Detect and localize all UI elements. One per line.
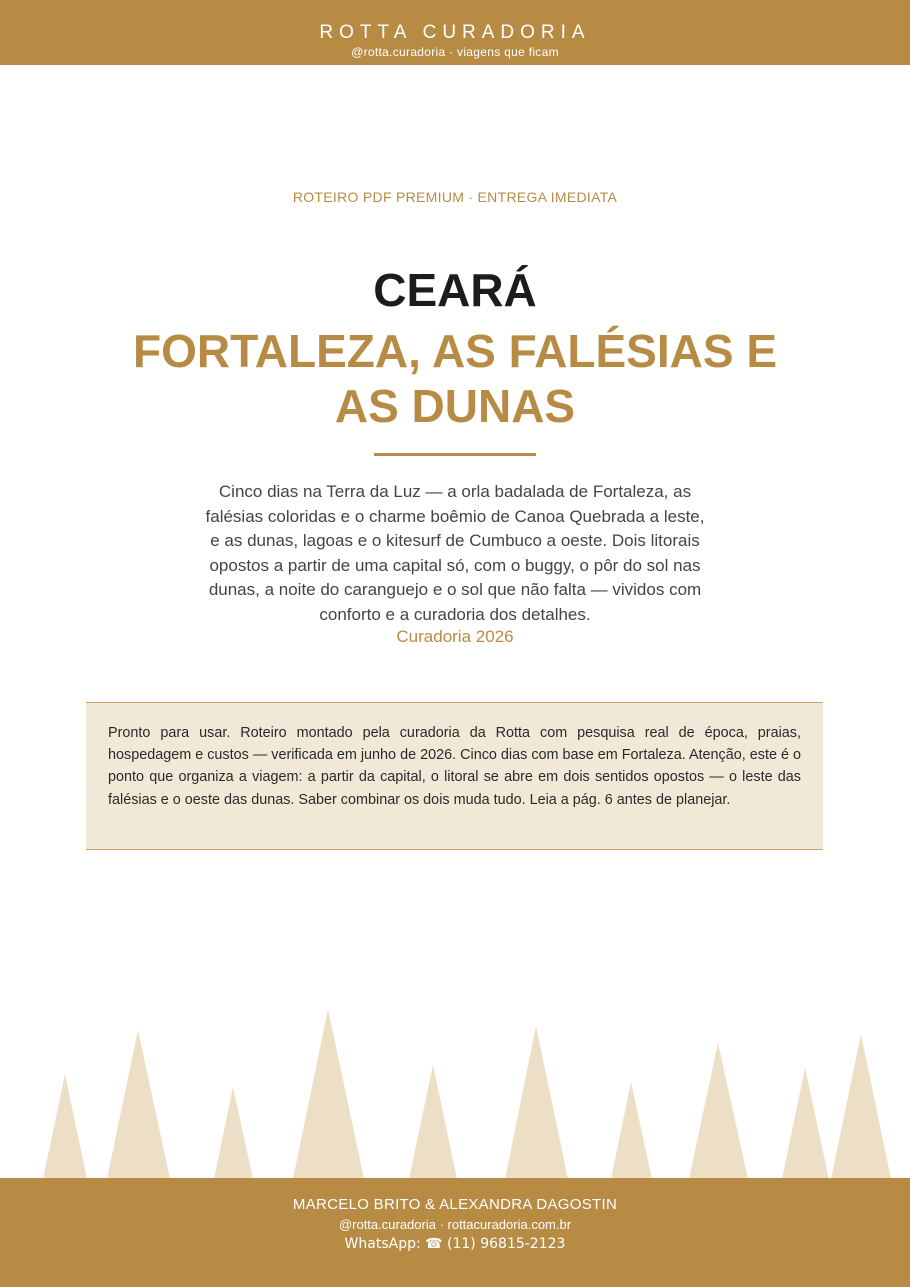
dunes-illustration bbox=[0, 1000, 910, 1179]
dune-shape bbox=[107, 1030, 170, 1179]
footer-whatsapp: WhatsApp: ☎ (11) 96815-2123 bbox=[344, 1236, 566, 1252]
footer-links: @rotta.curadoria · rottacuradoria.com.br bbox=[338, 1217, 572, 1232]
dune-shape bbox=[689, 1043, 748, 1179]
dune-shape bbox=[409, 1065, 457, 1179]
notice-box bbox=[86, 702, 823, 850]
curation-year: Curadoria 2026 bbox=[396, 627, 514, 646]
dune-shape bbox=[831, 1034, 891, 1179]
title-divider bbox=[374, 453, 536, 456]
cover-kicker: ROTEIRO PDF PREMIUM · ENTREGA IMEDIATA bbox=[292, 189, 618, 205]
dune-shape bbox=[505, 1026, 568, 1179]
dune-shape bbox=[293, 1009, 364, 1179]
cover-lead: Cinco dias na Terra da Luz — a orla badalada de Fortaleza, as falésias coloridas e o charme boêmio de Canoa Quebrada a leste, e as dunas, lagoas e o kitesurf de Cumbuco a oeste. Dois litorais opostos a partir de uma capital só, com o buggy, o pôr do sol nas dunas, a noite do caranguejo e o sol que não falta — vividos com conforto e a curadoria dos detalhes. bbox=[205, 482, 705, 624]
cover-subtitle: FORTALEZA, AS FALÉSIAS E AS DUNAS bbox=[132, 325, 778, 432]
footer bbox=[0, 1178, 910, 1287]
brand-subtitle: @rotta.curadoria · viagens que ficam bbox=[351, 45, 559, 59]
dune-shape bbox=[214, 1087, 253, 1179]
dune-shape bbox=[43, 1074, 87, 1179]
notice-text: Pronto para usar. Roteiro montado pela curadoria da Rotta com pesquisa real de época, praias, hospedagem e custos — verificada em junho de 2026. Cinco dias com base em Fortaleza. Atenção, este é o ponto que organiza a viagem: a partir da capital, o litoral se abre em dois sentidos opostos — o leste das falésias e o oeste das dunas. Saber combinar os dois muda tudo. Leia a pág. 6 antes de planejar. bbox=[108, 725, 801, 808]
dune-shape bbox=[611, 1082, 652, 1179]
brand-name: ROTTA CURADORIA bbox=[319, 22, 591, 43]
cover-title: CEARÁ bbox=[373, 264, 537, 316]
footer-authors: MARCELO BRITO & ALEXANDRA DAGOSTIN bbox=[292, 1196, 618, 1213]
top-bar bbox=[0, 0, 910, 65]
dune-shape bbox=[782, 1068, 829, 1179]
